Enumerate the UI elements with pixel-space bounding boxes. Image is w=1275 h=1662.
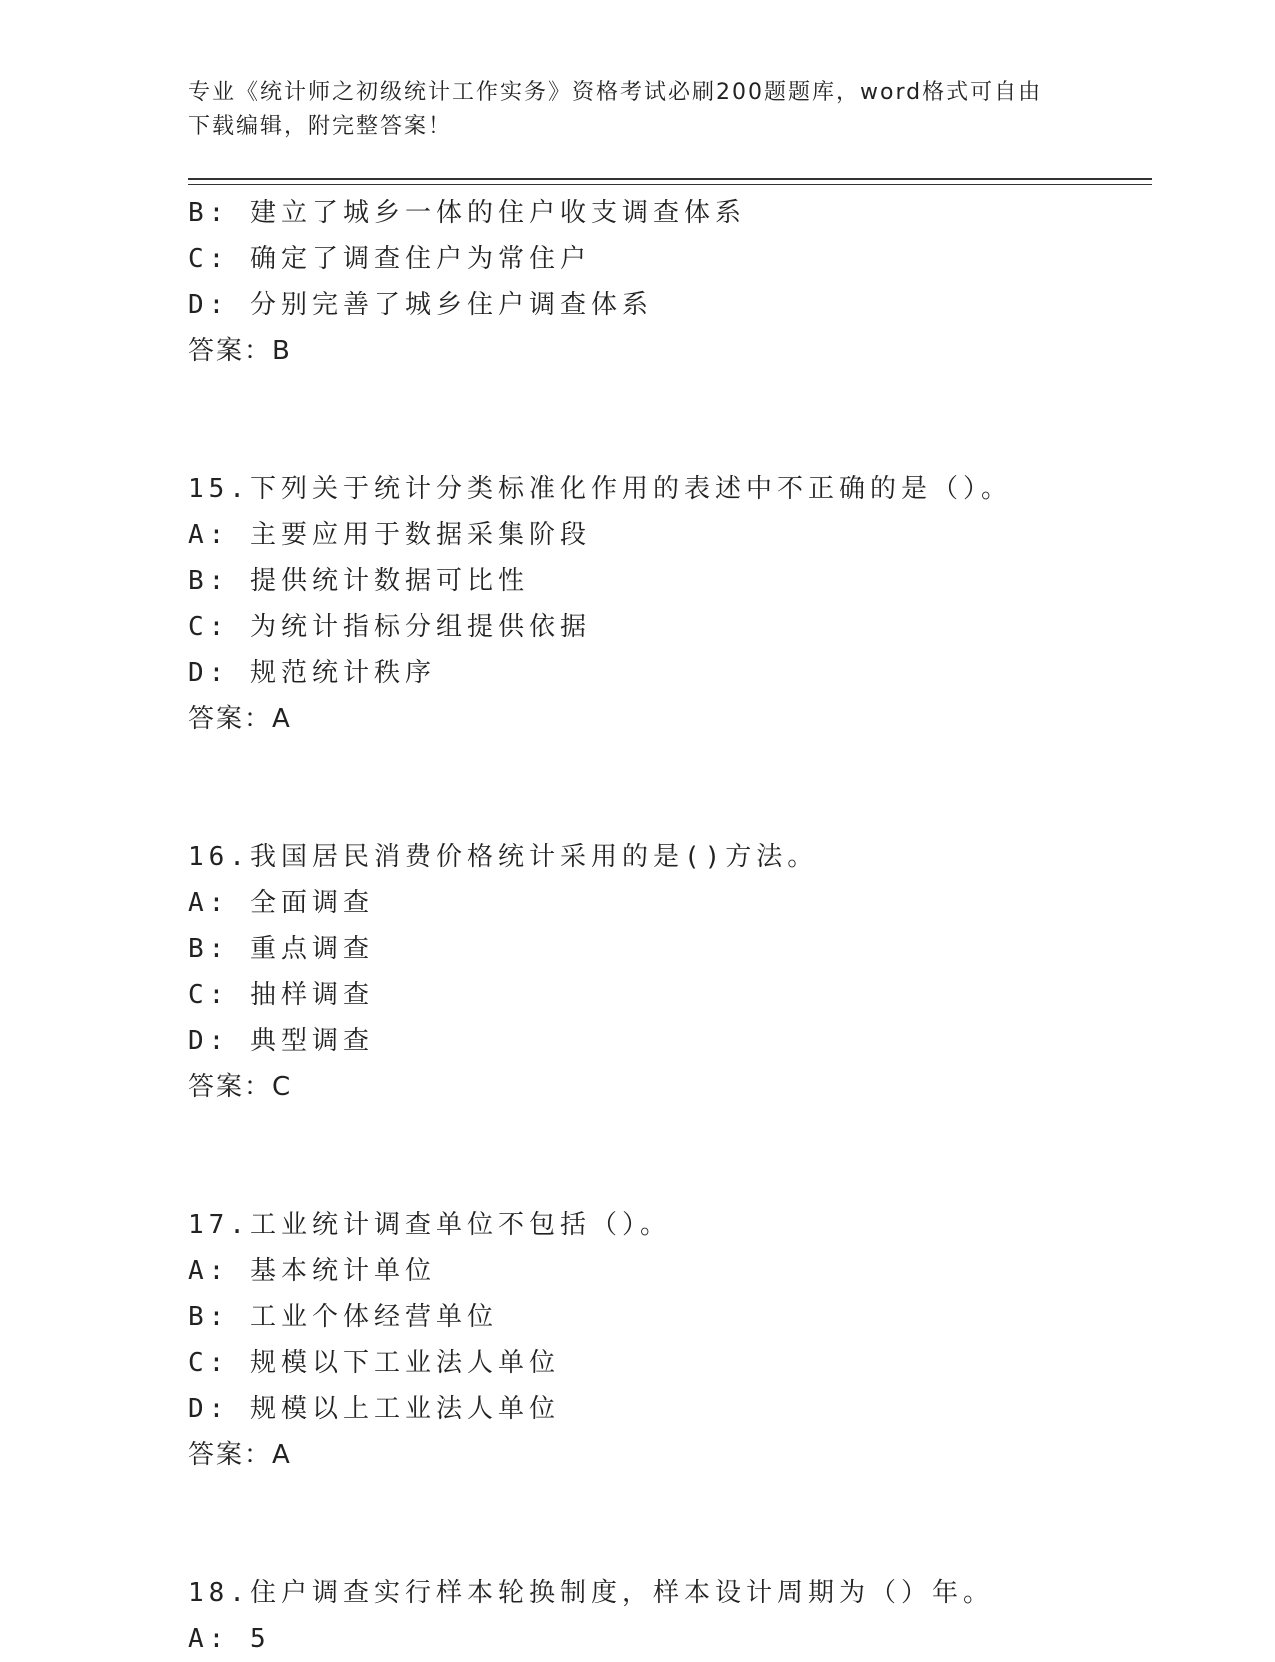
option-a: A: 主要应用于数据采集阶段 [188, 520, 591, 550]
option-d: D: 典型调查 [188, 1026, 374, 1056]
question-block-15 [188, 466, 1128, 742]
header-line-1: 专业《统计师之初级统计工作实务》资格考试必刷200题题库，word格式可自由 [188, 80, 1043, 105]
header-divider [188, 178, 1152, 185]
option-d: D: 分别完善了城乡住户调查体系 [188, 290, 653, 320]
spacer [188, 742, 1128, 834]
answer-line: 答案：A [188, 704, 292, 734]
header-line-2: 下载编辑，附完整答案！ [188, 114, 453, 139]
option-c: C: 抽样调查 [188, 980, 374, 1010]
spacer [188, 1110, 1128, 1202]
question-block-14 [188, 190, 1128, 374]
option-d: D: 规范统计秩序 [188, 658, 436, 688]
answer-line: 答案：C [188, 1072, 293, 1102]
spacer [188, 1478, 1128, 1570]
option-c: C: 确定了调查住户为常住户 [188, 244, 591, 274]
document-header [188, 76, 1068, 144]
question-block-18 [188, 1570, 1128, 1662]
question-text: 18.住户调查实行样本轮换制度，样本设计周期为（）年。 [188, 1578, 994, 1608]
option-a: A: 基本统计单位 [188, 1256, 436, 1286]
option-c: C: 规模以下工业法人单位 [188, 1348, 560, 1378]
question-block-17 [188, 1202, 1128, 1478]
spacer [188, 374, 1128, 466]
option-c: C: 为统计指标分组提供依据 [188, 612, 591, 642]
question-block-16 [188, 834, 1128, 1110]
answer-line: 答案：A [188, 1440, 292, 1470]
question-list [188, 190, 1128, 1662]
question-text: 15.下列关于统计分类标准化作用的表述中不正确的是（）。 [188, 474, 1012, 504]
option-b: B: 建立了城乡一体的住户收支调查体系 [188, 198, 746, 228]
option-a: A: 5 [188, 1624, 271, 1654]
answer-line: 答案：B [188, 336, 292, 366]
question-text: 17.工业统计调查单位不包括（）。 [188, 1210, 671, 1240]
question-text: 16.我国居民消费价格统计采用的是()方法。 [188, 842, 819, 872]
option-b: B: 工业个体经营单位 [188, 1302, 498, 1332]
option-b: B: 提供统计数据可比性 [188, 566, 529, 596]
option-a: A: 全面调查 [188, 888, 374, 918]
option-b: B: 重点调查 [188, 934, 374, 964]
option-d: D: 规模以上工业法人单位 [188, 1394, 560, 1424]
